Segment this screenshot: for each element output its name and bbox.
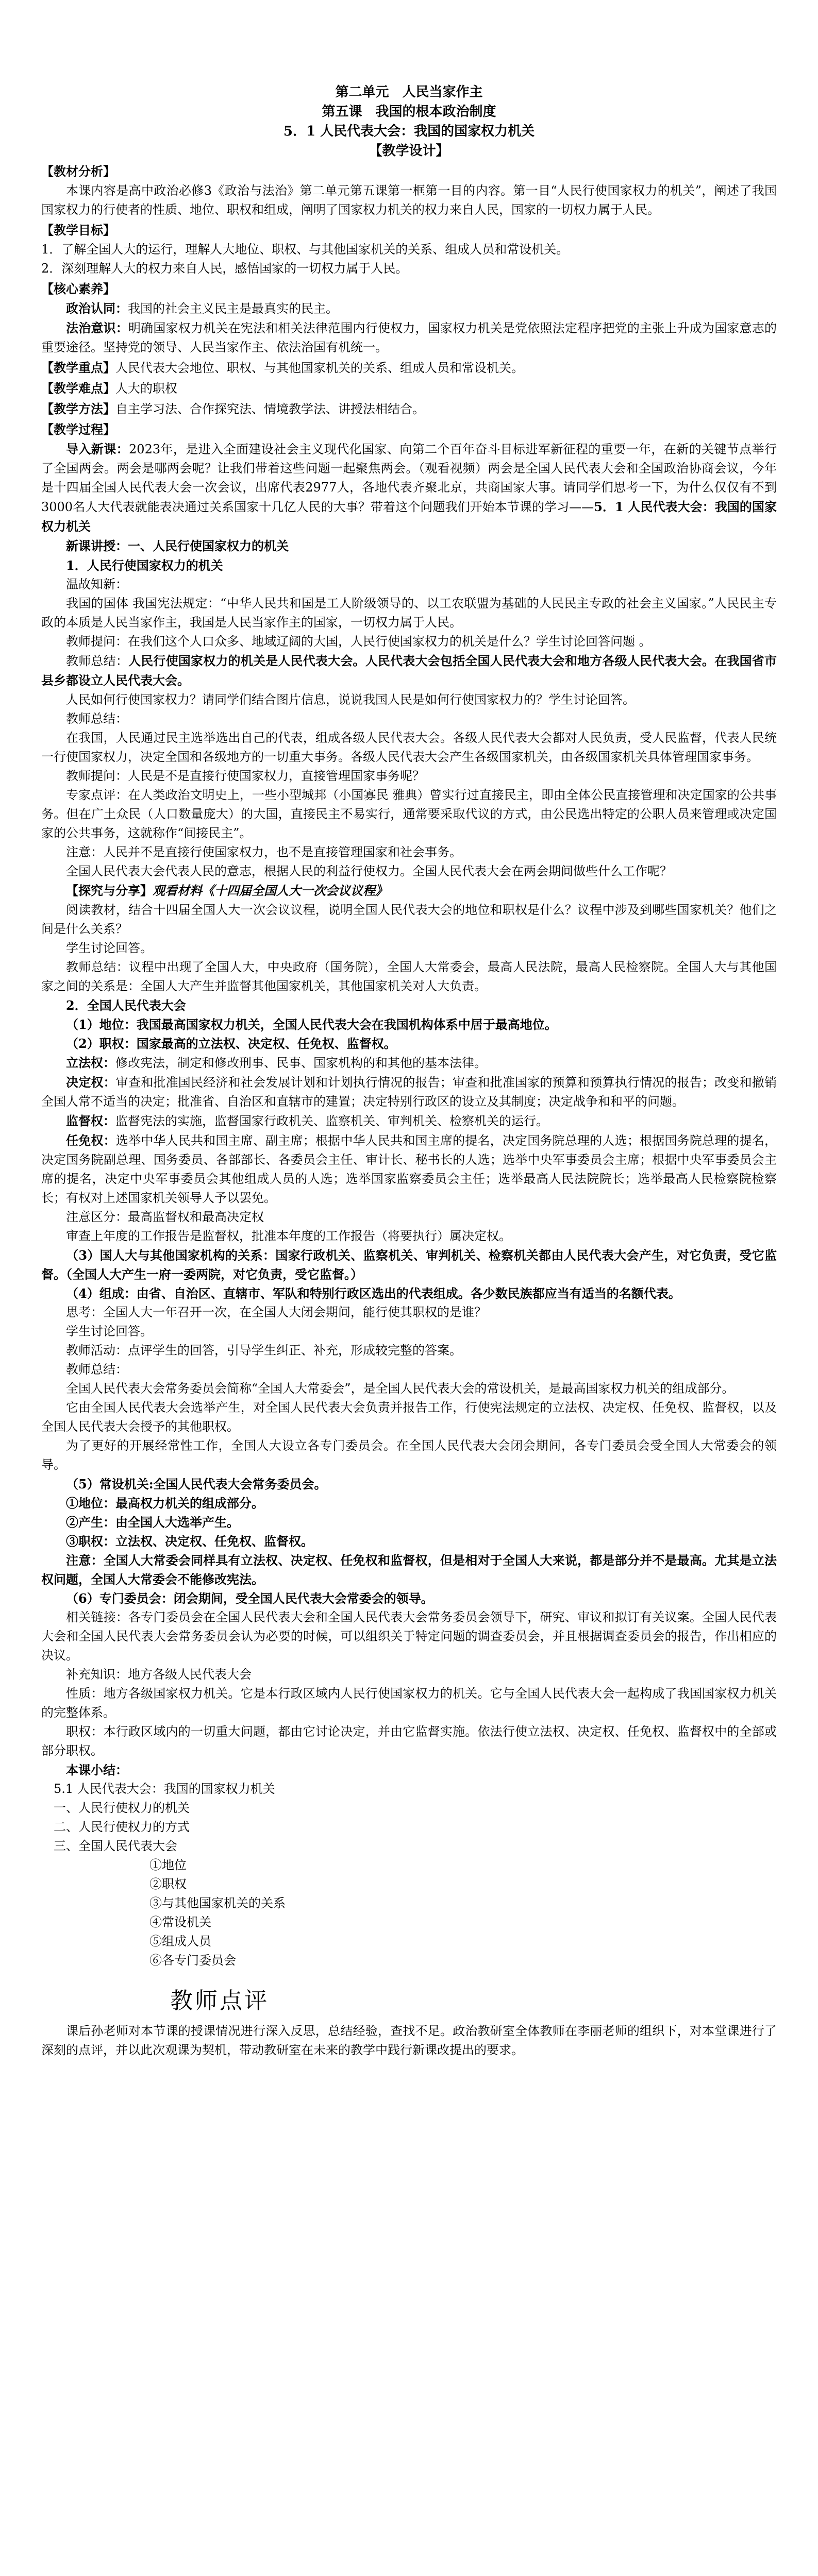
s2-position: （1）地位：我国最高国家权力机关，全国人民代表大会在我国机构体系中居于最高地位。 — [66, 1017, 557, 1032]
process-heading: 【教学过程】 — [41, 422, 115, 437]
summary-label: 本课小结： — [66, 1762, 128, 1777]
unit-title: 第二单元 人民当家作主 — [335, 84, 483, 100]
summary-subitem: ⑤组成人员 — [149, 1934, 211, 1948]
s1-q2: 人民如何行使国家权力？请同学们结合图片信息，说说我国人民是如何行使国家权力的？学生讨论回答。 — [66, 692, 635, 707]
s1-c2: 教师总结： — [66, 711, 128, 726]
s2-summary-b: 它由全国人民代表大会选举产生，对全国人民代表大会负责并报告工作，行使宪法规定的立法权、决定权、任免权、监督权，以及全国人民代表大会授予的其他职权。 — [41, 1400, 777, 1434]
goals-heading: 【教学目标】 — [41, 223, 115, 238]
s1-p1: 我国的国体 我国宪法规定：“中华人民共和国是工人阶级领导的、以工农联盟为基础的人民民主专政的社会主义国家。”人民民主专政的本质是人民当家作主，我国是人民当家作主的国家，一切权力属于人民。 — [41, 596, 777, 630]
s2-nature: 性质：地方各级国家权力机关。它是本行政区域内人民行使国家权力的机关。它与全国人民代表大会一起构成了我国国家权力机关的完整体系。 — [41, 1686, 777, 1720]
s1-q1: 教师提问：在我们这个人口众多、地域辽阔的大国，人民行使国家权力的机关是什么？学生讨论回答问题 。 — [66, 634, 652, 649]
review-title: 教师点评 — [170, 1988, 269, 2014]
s2-note2: 审查上年度的工作报告是监督权，批准本年度的工作报告（将要执行）属决定权。 — [66, 1229, 511, 1243]
s2-legislative: 立法权：修改宪法，制定和修改刑事、民事、国家机构的和其他的基本法律。 — [66, 1055, 487, 1070]
s2-activity: 教师活动：点评学生的回答，引导学生纠正、补充，形成较完整的答案。 — [66, 1343, 462, 1358]
s1-c1: 教师总结：人民行使国家权力的机关是人民代表大会。人民代表大会包括全国人民代表大会和地方各级人民代表大会。在我国省市县乡都设立人民代表大会。 — [41, 653, 777, 688]
s2-decision: 决定权：审查和批准国民经济和社会发展计划和计划执行情况的报告；审查和批准国家的预算和预算执行情况的报告；改变和撤销全国人常不适当的决定；批准省、自治区和直辖市的建置；决定特别行政区的设立及其制度；决定战争和和平的问题。 — [41, 1075, 777, 1109]
s1-q3: 教师提问：人民是不是直接行使国家权力，直接管理国家事务呢？ — [66, 769, 425, 783]
summary-subitem: ①地位 — [149, 1858, 187, 1872]
summary-item: 二、人民行使权力的方式 — [54, 1820, 190, 1834]
s2-think: 思考：全国人大一年召开一次，在全国人大闭会期间，能行使其职权的是谁？ — [66, 1305, 487, 1319]
summary-subitem: ②职权 — [149, 1877, 187, 1891]
s2-special: （6）专门委员会：闭会期间，受全国人民代表大会常委会的领导。 — [66, 1591, 433, 1606]
s2-appointment: 任免权：选举中华人民共和国主席、副主席；根据中华人民共和国主席的提名，决定国务院总理的人选；根据国务院总理的提名，决定国务院副总理、国务委员、各部部长、各委员会主任、审计长、秘书长的人选；选举中央军事委员会主席；根据中央军事委员会主席的提名，决定中央军事委员会其他组成人员的人选；选举国家监察委员会主任；选举最高人民法院院长；选举最高人民检察院检察长；有权对上述国家机关领导人予以罢免。 — [41, 1133, 777, 1205]
s2-think2: 学生讨论回答。 — [66, 1324, 153, 1338]
explore-p3: 教师总结：议程中出现了全国人大，中央政府（国务院），全国人大常委会，最高人民法院，最高人民检察院。全国人大与其他国家之间的关系是：全国人大产生并监督其他国家机关，其他国家机关对人大负责。 — [41, 960, 777, 993]
s1-p2: 在我国，人民通过民主选举选出自己的代表，组成各级人民代表大会。各级人民代表大会都对人民负责，受人民监督，代表人民统一行使国家权力，决定全国和各级地方的一切重大事务。各级人民代表大会产生各级国家机关，由各级国家机关具体管理国家事务。 — [41, 731, 777, 764]
s2-summary-label: 教师总结： — [66, 1362, 128, 1377]
s1-p3: 专家点评：在人类政治文明史上，一些小型城邦（小国寡民 雅典）曾实行过直接民主，即由全体公民直接管理和决定国家的公共事务。但在广土众民（人口数量庞大）的大国，直接民主不易实行，通常要采取代议的方式，由公民选出特定的公职人员来管理或决定国家的公共事务，这就称作“间接民主”。 — [41, 788, 777, 840]
design-tag: 【教学设计】 — [369, 143, 449, 159]
literacy-item: 法治意识：明确国家权力机关在宪法和相关法律范围内行使权力，国家权力机关是党依照法定程序把党的主张上升成为国家意志的重要途径。坚持党的领导、人民当家作主、依法治国有机统一。 — [41, 320, 777, 354]
s2-duty: 职权：本行政区域内的一切重大问题，都由它讨论决定，并由它监督实施。依法行使立法权、决定权、任免权、监督权中的全部或部分职权。 — [41, 1724, 777, 1758]
s2-standing-2: ②产生：由全国人大选举产生。 — [66, 1515, 239, 1530]
s1-title: 1．人民行使国家权力的机关 — [66, 558, 223, 573]
s2-special-text: 相关链接：各专门委员会在全国人民代表大会和全国人民代表大会常务委员会领导下，研究、审议和拟订有关议案。全国人民代表大会和全国人民代表大会常务委员会认为必要的时候，可以组织关于特定问题的调查委员会，并且根据调查委员会的报告，作出相应的决议。 — [41, 1610, 777, 1663]
s2-powers: （2）职权：国家最高的立法权、决定权、任免权、监督权。 — [66, 1036, 396, 1051]
analysis-heading: 【教材分析】 — [41, 164, 115, 179]
summary-title: 5.1 人民代表大会：我国的国家权力机关 — [54, 1782, 275, 1796]
s1-p4: 全国人民代表大会代表人民的意志，根据人民的利益行使权力。全国人民代表大会在两会期间做些什么工作呢？ — [66, 864, 672, 878]
method: 【教学方法】自主学习法、合作探究法、情境教学法、讲授法相结合。 — [41, 401, 425, 416]
s2-composition: （4）组成：由省、自治区、直辖市、军队和特别行政区选出的代表组成。各少数民族都应当有适当的名额代表。 — [66, 1286, 681, 1301]
explore-p2: 学生讨论回答。 — [66, 941, 153, 955]
key-points: 【教学重点】人民代表大会地位、职权、与其他国家机关的关系、组成人员和常设机关。 — [41, 360, 524, 375]
s1-note: 注意：人民并不是直接行使国家权力，也不是直接管理国家和社会事务。 — [66, 845, 462, 859]
s1-review: 温故知新： — [66, 577, 128, 591]
s2-standing: （5）常设机关:全国人民代表大会常务委员会。 — [66, 1477, 327, 1492]
intro-paragraph: 导入新课：2023年，是进入全面建设社会主义现代化国家、向第二个百年奋斗目标进军新征程的重要一年，在新的关键节点举行了全国两会。两会是哪两会呢？让我们带着这些问题一起聚焦两会。（观看视频）两会是全国人民代表大会和全国政治协商会议，今年是十四届全国人民代表大会一次会议，出席代表2977人，各地代表齐聚北京，共商国家大事。请同学们思考一下，为什么仅仅有不到3000名人大代表就能表决通过关系国家十几亿人民的大事？带着这个问题我们开始本节课的学习——5．1 人民代表大会：我国的国家权力机关 — [41, 442, 777, 534]
literacy-heading: 【核心素养】 — [41, 281, 115, 296]
s2-summary-a: 全国人民代表大会常务委员会简称“全国人大常委会”，是全国人民代表大会的常设机关，是最高国家权力机关的组成部分。 — [66, 1381, 734, 1396]
s2-supplement: 补充知识：地方各级人民代表大会 — [66, 1667, 252, 1682]
goal-item: 1．了解全国人大的运行，理解人大地位、职权、与其他国家机关的关系、组成人员和常设机关。 — [41, 242, 569, 257]
analysis-text: 本课内容是高中政治必修3《政治与法治》第二单元第五课第一框第一目的内容。第一目“人民行使国家权力的机关”，阐述了我国国家权力的行使者的性质、地位、职权和组成，阐明了国家权力机关的权力来自人民，国家的一切权力属于人民。 — [41, 183, 777, 217]
s2-standing-1: ①地位：最高权力机关的组成部分。 — [66, 1496, 264, 1511]
explore-p1: 阅读教材，结合十四届全国人大一次会议议程，说明全国人民代表大会的地位和职权是什么？议程中涉及到哪些国家机关？他们之间是什么关系？ — [41, 903, 777, 936]
section-title: 5．1 人民代表大会：我国的国家权力机关 — [283, 124, 535, 139]
s2-supervision: 监督权：监督宪法的实施，监督国家行政机关、监察机关、审判机关、检察机关的运行。 — [66, 1113, 548, 1128]
literacy-item: 政治认同：我国的社会主义民主是最真实的民主。 — [66, 301, 338, 316]
difficulty: 【教学难点】人大的职权 — [41, 381, 177, 396]
summary-subitem: ⑥各专门委员会 — [149, 1953, 236, 1968]
review-text: 课后孙老师对本节课的授课情况进行深入反思，总结经验，查找不足。政治教研室全体教师在李丽老师的组织下，对本堂课进行了深刻的点评，并以此次观课为契机，带动教研室在未来的教学中践行新课改提出的要求。 — [41, 2024, 777, 2057]
lesson-title: 第五课 我国的根本政治制度 — [322, 104, 496, 120]
s2-standing-3: ③职权：立法权、决定权、任免权、监督权。 — [66, 1534, 313, 1549]
explore-heading: 【探究与分享】观看材料《十四届全国人大一次会议议程》 — [66, 883, 388, 898]
summary-subitem: ④常设机关 — [149, 1915, 211, 1929]
summary-item: 三、全国人民代表大会 — [54, 1839, 177, 1853]
summary-item: 一、人民行使权力的机关 — [54, 1801, 190, 1815]
s2-standing-note: 注意：全国人大常委会同样具有立法权、决定权、任免权和监督权，但是相对于全国人大来说，都是部分并不是最高。尤其是立法权问题，全国人大常委会不能修改宪法。 — [41, 1553, 777, 1587]
s2-note1: 注意区分：最高监督权和最高决定权 — [66, 1210, 264, 1224]
s2-title: 2．全国人民代表大会 — [66, 998, 186, 1013]
summary-subitem: ③与其他国家机关的关系 — [149, 1896, 286, 1910]
new-lesson: 新课讲授：一、人民行使国家权力的机关 — [66, 538, 289, 553]
goal-item: 2．深刻理解人大的权力来自人民，感悟国家的一切权力属于人民。 — [41, 261, 408, 276]
s2-summary-c: 为了更好的开展经常性工作，全国人大设立各专门委员会。在全国人民代表大会闭会期间，各专门委员会受全国人大常委会的领导。 — [41, 1438, 777, 1472]
s2-relations: （3）国人大与其他国家机构的关系：国家行政机关、监察机关、审判机关、检察机关都由人民代表大会产生，对它负责，受它监督。（全国人大产生一府一委两院，对它负责，受它监督。） — [41, 1248, 777, 1282]
